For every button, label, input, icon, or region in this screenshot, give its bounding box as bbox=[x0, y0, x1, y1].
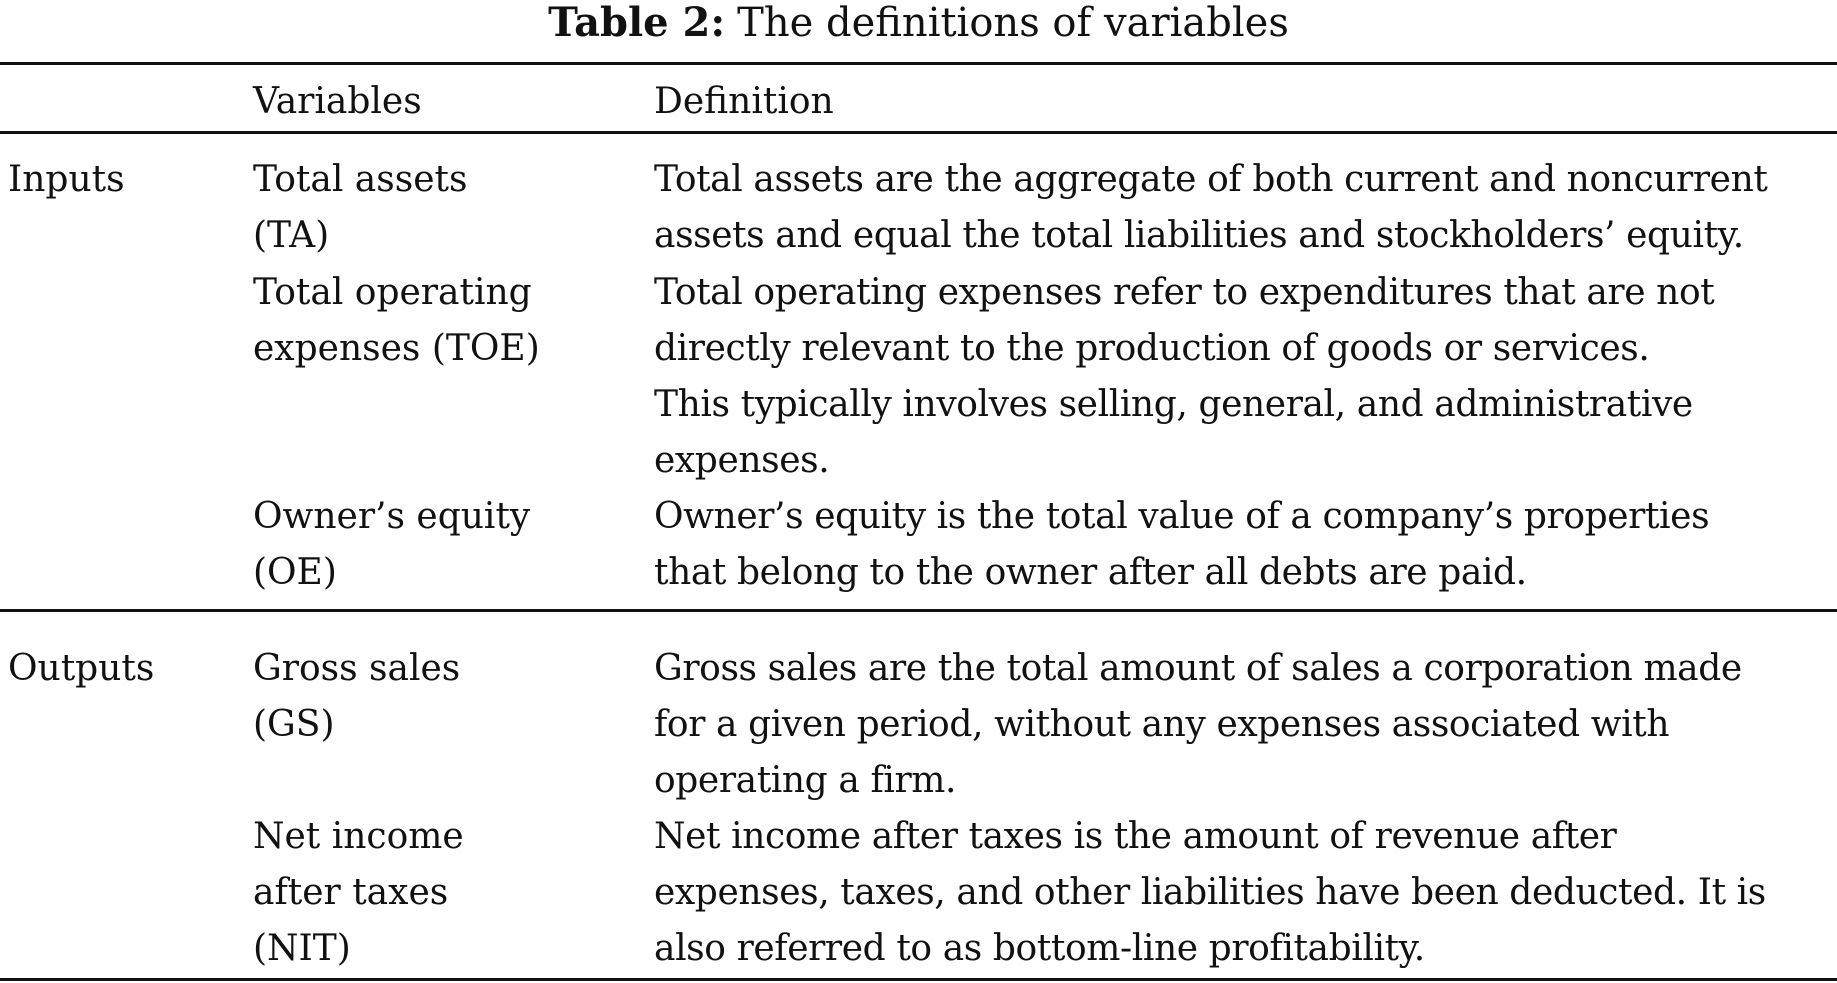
variable-cell-toe bbox=[253, 265, 648, 377]
table-caption-text: The definitions of variables bbox=[737, 0, 1289, 46]
group-label-inputs: Inputs bbox=[8, 159, 125, 200]
variable-line: (OE) bbox=[253, 552, 337, 593]
definition-line: expenses. bbox=[654, 440, 830, 481]
definition-line: Owner’s equity is the total value of a company’s properties bbox=[654, 496, 1710, 537]
definition-line: Gross sales are the total amount of sales a corporation made bbox=[654, 648, 1742, 689]
bottom-rule bbox=[0, 978, 1837, 981]
definition-cell-toe bbox=[654, 265, 1837, 489]
variable-line: Total assets bbox=[253, 159, 468, 200]
definition-cell-ta bbox=[654, 152, 1837, 264]
definition-line: operating a firm. bbox=[654, 760, 957, 801]
definition-line: This typically involves selling, general, and administrative bbox=[654, 384, 1693, 425]
definition-line: also referred to as bottom-line profitability. bbox=[654, 928, 1425, 969]
group-label-outputs: Outputs bbox=[8, 648, 155, 689]
definition-cell-oe bbox=[654, 489, 1837, 601]
definition-line: assets and equal the total liabilities and stockholders’ equity. bbox=[654, 215, 1744, 256]
variable-line: expenses (TOE) bbox=[253, 328, 540, 369]
header-definition: Definition bbox=[654, 81, 834, 122]
variable-line: (TA) bbox=[253, 215, 330, 256]
table-caption-label: Table 2: bbox=[548, 0, 726, 46]
variable-line: Total operating bbox=[253, 272, 532, 313]
definition-cell-gs bbox=[654, 641, 1837, 809]
definition-line: Total operating expenses refer to expenditures that are not bbox=[654, 272, 1715, 313]
variable-cell-gs bbox=[253, 641, 648, 753]
variable-line: Owner’s equity bbox=[253, 496, 531, 537]
variable-line: Net income bbox=[253, 816, 464, 857]
group-divider-rule bbox=[0, 609, 1837, 612]
variable-cell-oe bbox=[253, 489, 648, 601]
definition-line: that belong to the owner after all debts are paid. bbox=[654, 552, 1527, 593]
definition-line: expenses, taxes, and other liabilities have been deducted. It is bbox=[654, 872, 1766, 913]
definition-line: Net income after taxes is the amount of revenue after bbox=[654, 816, 1617, 857]
variable-line: (NIT) bbox=[253, 928, 351, 969]
variable-line: after taxes bbox=[253, 872, 449, 913]
variable-line: Gross sales bbox=[253, 648, 461, 689]
definition-line: Total assets are the aggregate of both current and noncurrent bbox=[654, 159, 1768, 200]
variable-cell-nit bbox=[253, 809, 648, 977]
top-rule bbox=[0, 62, 1837, 65]
header-rule bbox=[0, 131, 1837, 134]
variable-cell-ta bbox=[253, 152, 648, 264]
definition-line: for a given period, without any expenses associated with bbox=[654, 704, 1670, 745]
header-variables: Variables bbox=[253, 81, 422, 122]
table-caption bbox=[0, 0, 1837, 52]
variable-line: (GS) bbox=[253, 704, 335, 745]
definition-line: directly relevant to the production of goods or services. bbox=[654, 328, 1650, 369]
definition-cell-nit bbox=[654, 809, 1837, 977]
